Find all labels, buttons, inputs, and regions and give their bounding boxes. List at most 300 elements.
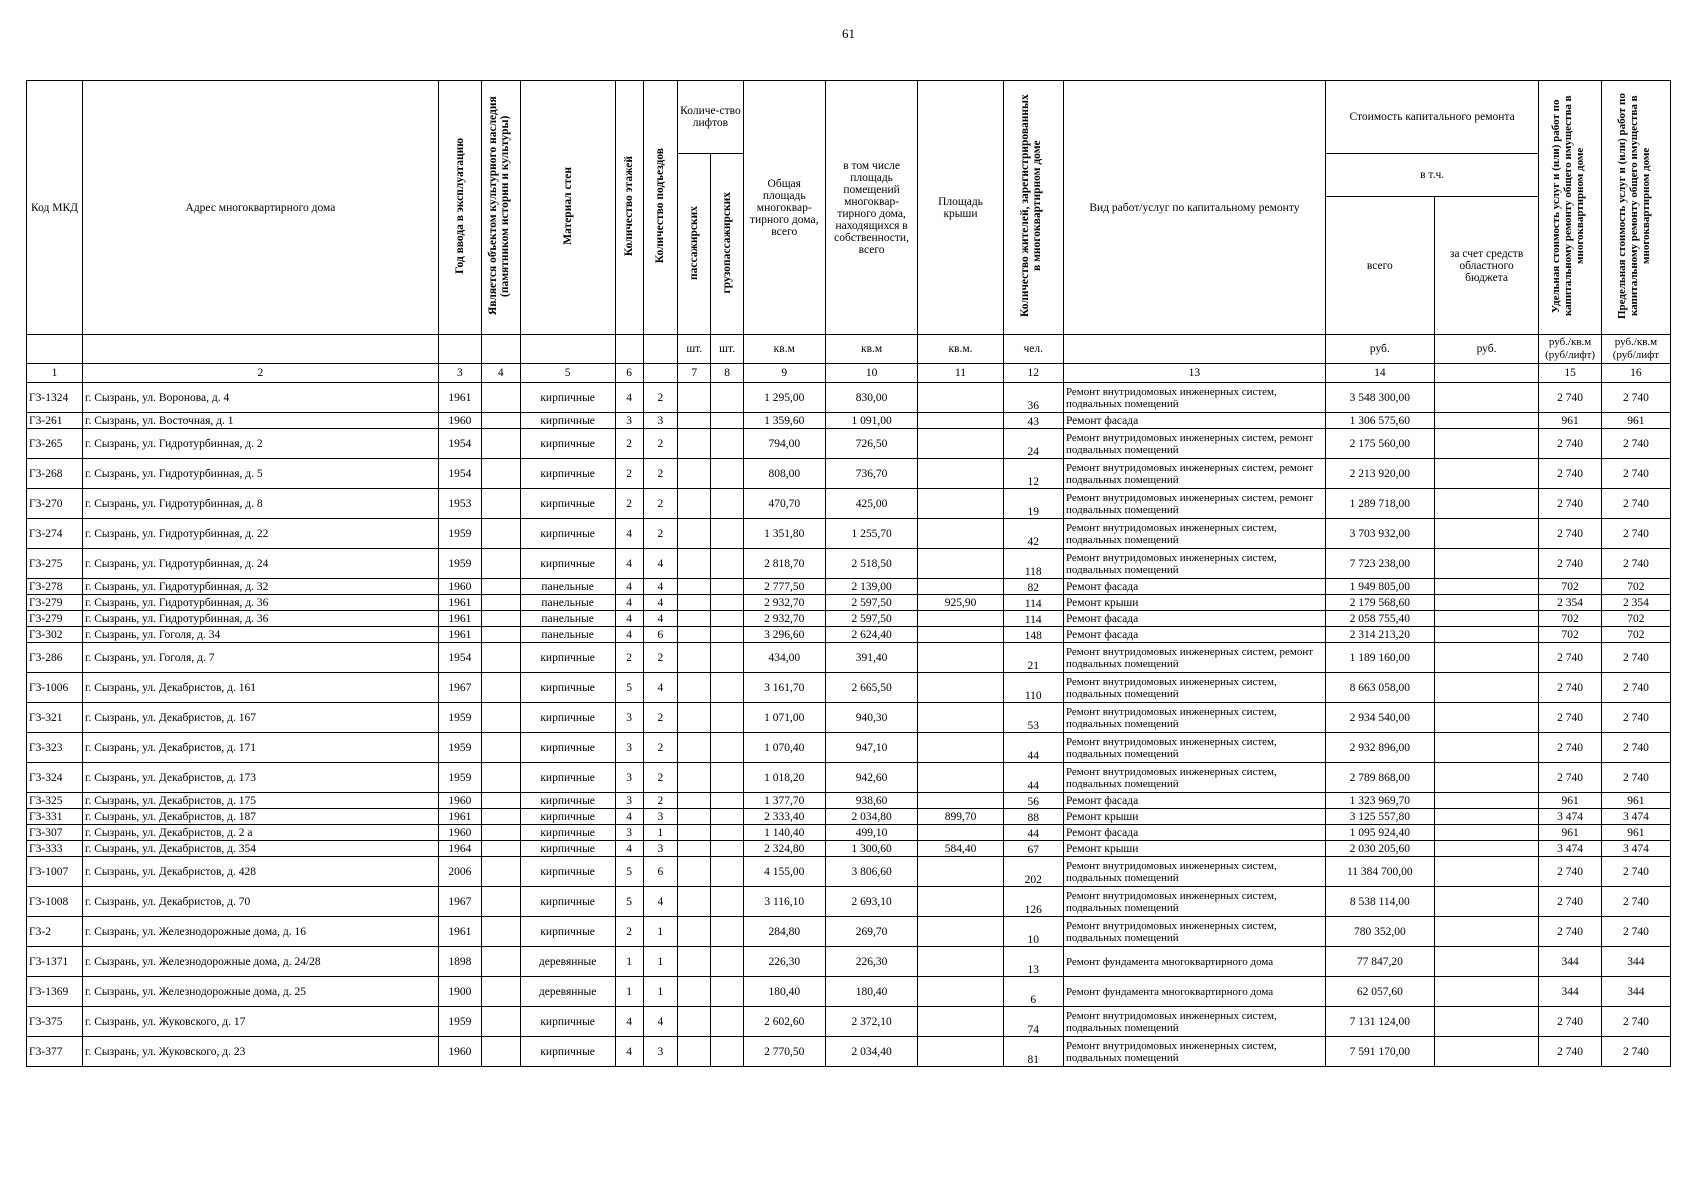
cell-residents: 6 [1003, 977, 1063, 1007]
cell-unit-cost: 3 474 [1539, 809, 1602, 825]
cell-entrances: 2 [643, 429, 677, 459]
cell-area-total: 1 140,40 [743, 825, 825, 841]
cell-lifts-cargo [711, 579, 743, 595]
cell-floors: 2 [615, 489, 643, 519]
cell-material: деревянные [520, 977, 615, 1007]
cell-code: Г3-377 [27, 1037, 83, 1067]
cell-code: Г3-279 [27, 611, 83, 627]
column-number [643, 364, 677, 383]
cell-area-owned: 499,10 [825, 825, 918, 841]
cell-unit-cost: 2 740 [1539, 429, 1602, 459]
cell-residents: 202 [1003, 857, 1063, 887]
cell-residents: 118 [1003, 549, 1063, 579]
header-entrances: Количество подъездов [643, 81, 677, 335]
cell-heritage [481, 579, 520, 595]
column-number: 11 [918, 364, 1003, 383]
cell-area-total: 226,30 [743, 947, 825, 977]
cell-residents: 148 [1003, 627, 1063, 643]
cell-area-total: 1 351,80 [743, 519, 825, 549]
cell-max-cost: 2 740 [1601, 643, 1670, 673]
cell-residents: 13 [1003, 947, 1063, 977]
column-number: 8 [711, 364, 743, 383]
cell-entrances: 4 [643, 595, 677, 611]
cell-material: кирпичные [520, 673, 615, 703]
cell-area-total: 1 295,00 [743, 383, 825, 413]
cell-code: Г3-321 [27, 703, 83, 733]
cell-floors: 4 [615, 841, 643, 857]
cell-roof-area [918, 643, 1003, 673]
cell-area-owned: 1 255,70 [825, 519, 918, 549]
cell-residents: 88 [1003, 809, 1063, 825]
table-row [27, 383, 1671, 413]
cell-lifts-cargo [711, 549, 743, 579]
cell-roof-area [918, 429, 1003, 459]
header-unit-cost: Удельная стоимость услуг и (или) работ по капитальному ремонту общего имущества в многоквартирном доме [1539, 81, 1602, 335]
cell-unit-cost: 2 740 [1539, 643, 1602, 673]
column-numbers-row [27, 364, 1671, 383]
cell-cost-total: 1 189 160,00 [1325, 643, 1434, 673]
cell-cost-regional [1434, 857, 1539, 887]
cell-cost-total: 3 703 932,00 [1325, 519, 1434, 549]
column-number: 16 [1601, 364, 1670, 383]
cell-unit-cost: 344 [1539, 977, 1602, 1007]
cell-address: г. Сызрань, ул. Гоголя, д. 34 [83, 627, 439, 643]
header-code: Код МКД [27, 81, 83, 335]
cell-roof-area [918, 857, 1003, 887]
cell-work-type: Ремонт фасада [1063, 627, 1325, 643]
cell-roof-area [918, 1037, 1003, 1067]
cell-cost-total: 2 058 755,40 [1325, 611, 1434, 627]
cell-heritage [481, 1037, 520, 1067]
cell-lifts-passenger [678, 825, 711, 841]
cell-lifts-passenger [678, 887, 711, 917]
cell-floors: 4 [615, 1007, 643, 1037]
cell-cost-regional [1434, 383, 1539, 413]
cell-floors: 4 [615, 627, 643, 643]
cell-max-cost: 961 [1601, 825, 1670, 841]
cell-unit-cost: 2 740 [1539, 733, 1602, 763]
cell-material: кирпичные [520, 703, 615, 733]
cell-floors: 3 [615, 763, 643, 793]
cell-work-type: Ремонт внутридомовых инженерных систем, подвальных помещений [1063, 1037, 1325, 1067]
cell-area-total: 1 018,20 [743, 763, 825, 793]
cell-lifts-cargo [711, 887, 743, 917]
column-number: 2 [83, 364, 439, 383]
cell-cost-total: 1 949 805,00 [1325, 579, 1434, 595]
cell-max-cost: 702 [1601, 627, 1670, 643]
cell-work-type: Ремонт внутридомовых инженерных систем, ремонт подвальных помещений [1063, 429, 1325, 459]
table-row [27, 977, 1671, 1007]
cell-material: панельные [520, 611, 615, 627]
cell-entrances: 3 [643, 1037, 677, 1067]
cell-cost-regional [1434, 809, 1539, 825]
cell-entrances: 6 [643, 627, 677, 643]
cell-entrances: 1 [643, 947, 677, 977]
cell-address: г. Сызрань, ул. Жуковского, д. 17 [83, 1007, 439, 1037]
cell-floors: 3 [615, 733, 643, 763]
cell-address: г. Сызрань, ул. Железнодорожные дома, д. 25 [83, 977, 439, 1007]
cell-entrances: 2 [643, 459, 677, 489]
cell-address: г. Сызрань, ул. Декабристов, д. 428 [83, 857, 439, 887]
cell-cost-total: 1 323 969,70 [1325, 793, 1434, 809]
cell-unit-cost: 2 740 [1539, 703, 1602, 733]
cell-area-total: 434,00 [743, 643, 825, 673]
cell-cost-regional [1434, 611, 1539, 627]
cell-cost-regional [1434, 703, 1539, 733]
cell-year: 1954 [438, 643, 481, 673]
cell-unit-cost: 2 354 [1539, 595, 1602, 611]
cell-year: 1961 [438, 383, 481, 413]
cell-max-cost: 2 740 [1601, 383, 1670, 413]
table-header [27, 81, 1671, 383]
cell-year: 1954 [438, 459, 481, 489]
table-row [27, 857, 1671, 887]
unit-lifts-cargo: шт. [711, 335, 743, 364]
cell-area-total: 2 333,40 [743, 809, 825, 825]
cell-unit-cost: 2 740 [1539, 917, 1602, 947]
cell-heritage [481, 611, 520, 627]
cell-entrances: 1 [643, 977, 677, 1007]
cell-max-cost: 3 474 [1601, 809, 1670, 825]
cell-area-owned: 830,00 [825, 383, 918, 413]
cell-entrances: 1 [643, 917, 677, 947]
unit-unit-cost: руб./кв.м (руб/лифт) [1539, 335, 1602, 364]
header-wall-material: Материал стен [520, 81, 615, 335]
cell-floors: 1 [615, 977, 643, 1007]
cell-max-cost: 3 474 [1601, 841, 1670, 857]
cell-area-total: 1 070,40 [743, 733, 825, 763]
cell-max-cost: 344 [1601, 977, 1670, 1007]
cell-cost-total: 7 591 170,00 [1325, 1037, 1434, 1067]
header-area-owned: в том числе площадь помещений многоквар-тирного дома, находящихся в собственности, всего [825, 81, 918, 335]
cell-year: 1959 [438, 549, 481, 579]
cell-unit-cost: 702 [1539, 579, 1602, 595]
column-number: 7 [678, 364, 711, 383]
cell-code: Г3-302 [27, 627, 83, 643]
header-lifts-passenger: пассажирских [678, 154, 711, 335]
cell-residents: 126 [1003, 887, 1063, 917]
table-row [27, 489, 1671, 519]
cell-max-cost: 702 [1601, 611, 1670, 627]
cell-address: г. Сызрань, ул. Декабристов, д. 175 [83, 793, 439, 809]
cell-heritage [481, 793, 520, 809]
table-row [27, 611, 1671, 627]
cell-lifts-passenger [678, 917, 711, 947]
unit-residents: чел. [1003, 335, 1063, 364]
cell-floors: 3 [615, 793, 643, 809]
cell-roof-area [918, 977, 1003, 1007]
cell-entrances: 4 [643, 579, 677, 595]
cell-entrances: 2 [643, 703, 677, 733]
cell-lifts-passenger [678, 1037, 711, 1067]
cell-max-cost: 2 740 [1601, 887, 1670, 917]
cell-code: Г3-331 [27, 809, 83, 825]
cell-heritage [481, 429, 520, 459]
cell-cost-total: 77 847,20 [1325, 947, 1434, 977]
cell-code: Г3-268 [27, 459, 83, 489]
cell-cost-regional [1434, 825, 1539, 841]
cell-code: Г3-333 [27, 841, 83, 857]
cell-heritage [481, 733, 520, 763]
cell-cost-regional [1434, 627, 1539, 643]
cell-heritage [481, 383, 520, 413]
cell-floors: 2 [615, 917, 643, 947]
column-number: 12 [1003, 364, 1063, 383]
cell-area-total: 1 377,70 [743, 793, 825, 809]
cell-residents: 42 [1003, 519, 1063, 549]
cell-cost-total: 780 352,00 [1325, 917, 1434, 947]
cell-material: кирпичные [520, 1007, 615, 1037]
cell-max-cost: 344 [1601, 947, 1670, 977]
cell-area-owned: 1 091,00 [825, 413, 918, 429]
cell-lifts-cargo [711, 459, 743, 489]
table-row [27, 429, 1671, 459]
table-row [27, 1037, 1671, 1067]
cell-floors: 4 [615, 549, 643, 579]
cell-area-owned: 947,10 [825, 733, 918, 763]
cell-entrances: 3 [643, 841, 677, 857]
cell-address: г. Сызрань, ул. Декабристов, д. 173 [83, 763, 439, 793]
cell-entrances: 6 [643, 857, 677, 887]
cell-area-total: 284,80 [743, 917, 825, 947]
cell-code: Г3-375 [27, 1007, 83, 1037]
cell-max-cost: 702 [1601, 579, 1670, 595]
cell-max-cost: 2 740 [1601, 489, 1670, 519]
cell-floors: 3 [615, 825, 643, 841]
cell-lifts-passenger [678, 763, 711, 793]
column-number: 1 [27, 364, 83, 383]
cell-cost-regional [1434, 977, 1539, 1007]
cell-year: 1960 [438, 1037, 481, 1067]
cell-cost-total: 2 314 213,20 [1325, 627, 1434, 643]
cell-area-total: 2 932,70 [743, 595, 825, 611]
cell-floors: 5 [615, 857, 643, 887]
table-row [27, 1007, 1671, 1037]
cell-unit-cost: 2 740 [1539, 1007, 1602, 1037]
cell-cost-total: 1 306 575,60 [1325, 413, 1434, 429]
table-row [27, 549, 1671, 579]
cell-max-cost: 961 [1601, 793, 1670, 809]
cell-cost-regional [1434, 413, 1539, 429]
cell-area-total: 808,00 [743, 459, 825, 489]
cell-roof-area [918, 887, 1003, 917]
cell-heritage [481, 857, 520, 887]
cell-address: г. Сызрань, ул. Декабристов, д. 171 [83, 733, 439, 763]
cell-area-owned: 2 597,50 [825, 595, 918, 611]
cell-cost-total: 2 030 205,60 [1325, 841, 1434, 857]
page-number: 61 [842, 26, 855, 41]
cell-floors: 2 [615, 429, 643, 459]
cell-lifts-passenger [678, 977, 711, 1007]
cell-lifts-cargo [711, 383, 743, 413]
column-number: 3 [438, 364, 481, 383]
cell-heritage [481, 763, 520, 793]
cell-area-total: 2 777,50 [743, 579, 825, 595]
cell-unit-cost: 961 [1539, 793, 1602, 809]
cell-unit-cost: 3 474 [1539, 841, 1602, 857]
cell-heritage [481, 489, 520, 519]
cell-area-total: 3 116,10 [743, 887, 825, 917]
cell-max-cost: 2 740 [1601, 763, 1670, 793]
cell-address: г. Сызрань, ул. Воронова, д. 4 [83, 383, 439, 413]
cell-year: 1961 [438, 595, 481, 611]
cell-area-total: 470,70 [743, 489, 825, 519]
cell-entrances: 3 [643, 413, 677, 429]
cell-lifts-passenger [678, 459, 711, 489]
cell-work-type: Ремонт фундамента многоквартирного дома [1063, 947, 1325, 977]
cell-lifts-cargo [711, 733, 743, 763]
cell-material: кирпичные [520, 1037, 615, 1067]
cell-heritage [481, 887, 520, 917]
cell-material: кирпичные [520, 549, 615, 579]
cell-entrances: 4 [643, 1007, 677, 1037]
cell-cost-regional [1434, 917, 1539, 947]
cell-material: панельные [520, 627, 615, 643]
cell-code: Г3-1008 [27, 887, 83, 917]
header-cost-incl: в т.ч. [1325, 154, 1538, 197]
cell-area-owned: 425,00 [825, 489, 918, 519]
header-cost: Стоимость капитального ремонта [1325, 81, 1538, 154]
cell-work-type: Ремонт внутридомовых инженерных систем, подвальных помещений [1063, 857, 1325, 887]
cell-cost-regional [1434, 549, 1539, 579]
cell-residents: 43 [1003, 413, 1063, 429]
cell-work-type: Ремонт внутридомовых инженерных систем, подвальных помещений [1063, 549, 1325, 579]
cell-max-cost: 2 740 [1601, 1037, 1670, 1067]
cell-lifts-cargo [711, 977, 743, 1007]
cell-material: кирпичные [520, 917, 615, 947]
cell-year: 1961 [438, 809, 481, 825]
cell-lifts-passenger [678, 429, 711, 459]
cell-work-type: Ремонт внутридомовых инженерных систем, подвальных помещений [1063, 673, 1325, 703]
cell-roof-area: 925,90 [918, 595, 1003, 611]
cell-cost-regional [1434, 793, 1539, 809]
cell-heritage [481, 825, 520, 841]
cell-residents: 24 [1003, 429, 1063, 459]
cell-roof-area [918, 825, 1003, 841]
column-number: 5 [520, 364, 615, 383]
cell-heritage [481, 841, 520, 857]
cell-work-type: Ремонт внутридомовых инженерных систем, ремонт подвальных помещений [1063, 489, 1325, 519]
cell-area-total: 2 770,50 [743, 1037, 825, 1067]
cell-max-cost: 2 740 [1601, 519, 1670, 549]
cell-material: кирпичные [520, 489, 615, 519]
cell-unit-cost: 2 740 [1539, 1037, 1602, 1067]
cell-area-total: 1 071,00 [743, 703, 825, 733]
cell-residents: 19 [1003, 489, 1063, 519]
cell-address: г. Сызрань, ул. Гоголя, д. 7 [83, 643, 439, 673]
cell-area-total: 3 296,60 [743, 627, 825, 643]
cell-material: панельные [520, 595, 615, 611]
cell-roof-area [918, 579, 1003, 595]
cell-floors: 1 [615, 947, 643, 977]
cell-lifts-cargo [711, 809, 743, 825]
cell-work-type: Ремонт фасада [1063, 579, 1325, 595]
cell-year: 1961 [438, 917, 481, 947]
cell-lifts-passenger [678, 579, 711, 595]
cell-residents: 36 [1003, 383, 1063, 413]
cell-floors: 4 [615, 383, 643, 413]
cell-year: 1959 [438, 519, 481, 549]
cell-roof-area [918, 489, 1003, 519]
table-body [27, 383, 1671, 1067]
cell-year: 1959 [438, 703, 481, 733]
cell-unit-cost: 2 740 [1539, 383, 1602, 413]
cell-lifts-passenger [678, 841, 711, 857]
cell-unit-cost: 2 740 [1539, 857, 1602, 887]
cell-address: г. Сызрань, ул. Гидротурбинная, д. 22 [83, 519, 439, 549]
cell-roof-area [918, 947, 1003, 977]
cell-area-owned: 2 665,50 [825, 673, 918, 703]
column-number: 10 [825, 364, 918, 383]
cell-lifts-cargo [711, 643, 743, 673]
cell-entrances: 2 [643, 519, 677, 549]
cell-max-cost: 2 740 [1601, 459, 1670, 489]
cell-unit-cost: 2 740 [1539, 519, 1602, 549]
cell-entrances: 4 [643, 549, 677, 579]
cell-material: панельные [520, 579, 615, 595]
cell-area-owned: 2 518,50 [825, 549, 918, 579]
cell-residents: 67 [1003, 841, 1063, 857]
cell-cost-total: 8 663 058,00 [1325, 673, 1434, 703]
cell-entrances: 4 [643, 611, 677, 627]
cell-code: Г3-325 [27, 793, 83, 809]
cell-code: Г3-1007 [27, 857, 83, 887]
cell-entrances: 2 [643, 643, 677, 673]
cell-max-cost: 2 740 [1601, 917, 1670, 947]
column-number: 13 [1063, 364, 1325, 383]
cell-work-type: Ремонт внутридомовых инженерных систем, подвальных помещений [1063, 763, 1325, 793]
cell-year: 1961 [438, 611, 481, 627]
cell-code: Г3-1324 [27, 383, 83, 413]
cell-material: кирпичные [520, 383, 615, 413]
cell-lifts-passenger [678, 489, 711, 519]
header-lifts: Количе-ство лифтов [678, 81, 744, 154]
cell-lifts-cargo [711, 429, 743, 459]
cell-heritage [481, 809, 520, 825]
cell-area-owned: 226,30 [825, 947, 918, 977]
cell-lifts-passenger [678, 519, 711, 549]
cell-address: г. Сызрань, ул. Гидротурбинная, д. 24 [83, 549, 439, 579]
table-row [27, 887, 1671, 917]
cell-entrances: 4 [643, 673, 677, 703]
cell-area-owned: 940,30 [825, 703, 918, 733]
cell-area-owned: 2 597,50 [825, 611, 918, 627]
cell-cost-regional [1434, 673, 1539, 703]
cell-material: кирпичные [520, 763, 615, 793]
header-area-total: Общая площадь многоквар-тирного дома, всего [743, 81, 825, 335]
cell-roof-area [918, 611, 1003, 627]
cell-lifts-cargo [711, 673, 743, 703]
cell-cost-regional [1434, 643, 1539, 673]
column-number [1434, 364, 1539, 383]
header-floors: Количество этажей [615, 81, 643, 335]
cell-lifts-cargo [711, 611, 743, 627]
cell-material: кирпичные [520, 643, 615, 673]
cell-area-owned: 2 372,10 [825, 1007, 918, 1037]
cell-area-total: 2 818,70 [743, 549, 825, 579]
cell-lifts-passenger [678, 595, 711, 611]
cell-area-owned: 726,50 [825, 429, 918, 459]
cell-area-owned: 2 139,00 [825, 579, 918, 595]
cell-cost-total: 2 175 560,00 [1325, 429, 1434, 459]
cell-year: 1900 [438, 977, 481, 1007]
cell-cost-regional [1434, 947, 1539, 977]
cell-material: кирпичные [520, 857, 615, 887]
cell-floors: 2 [615, 643, 643, 673]
cell-roof-area [918, 549, 1003, 579]
table-row [27, 733, 1671, 763]
header-residents: Количество жителей, зарегистрированных в многоквартирном доме [1003, 81, 1063, 335]
